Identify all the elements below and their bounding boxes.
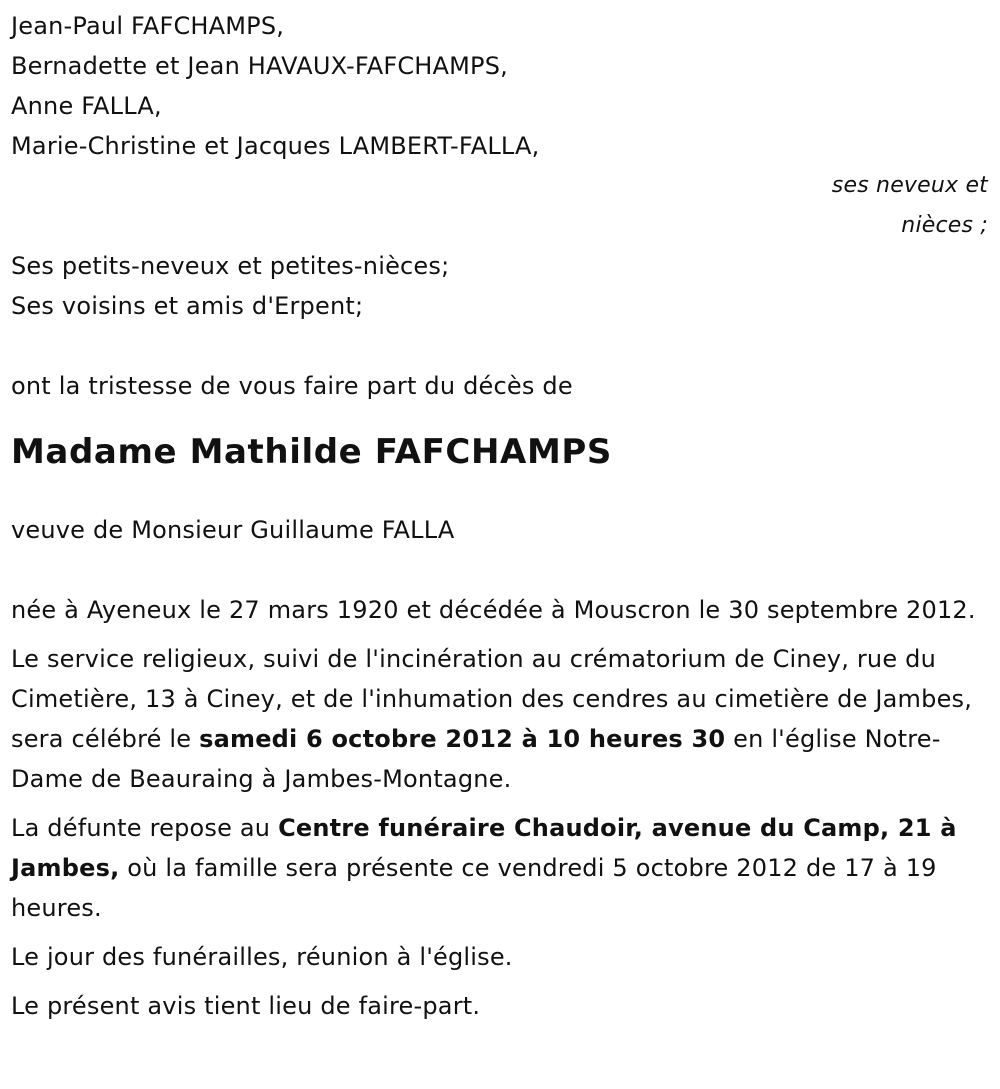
service-text-before: Le service religieux, suivi de l'incinération au crématorium de Ciney, rue du Cimetière, 13 à Ciney, et de l'inhumation des cendres au cimetière de Jambes, sera célébré le [11,645,973,753]
spacer [11,550,990,590]
spacer [11,474,990,510]
spacer [11,326,990,366]
deceased-name: Madame Mathilde FAFCHAMPS [11,432,612,472]
relation-note [11,166,990,246]
service-text-after: en l'église Notre-Dame de Beauraing à Jambes-Montagne. [11,725,941,793]
widow-of-text: veuve de Monsieur Guillaume FALLA [11,516,455,544]
rest-paragraph [11,808,990,928]
others-line-2: Ses voisins et amis d'Erpent; [11,292,364,320]
birth-death-text: née à Ayeneux le 27 mars 1920 et décédée à Mouscron le 30 septembre 2012. [11,596,976,624]
others-line-1: Ses petits-neveux et petites-nièces; [11,252,450,280]
family-line-3: Anne FALLA, [11,92,162,120]
announcement-text: ont la tristesse de vous faire part du décès de [11,372,573,400]
relation-note-line-2: nièces ; [901,213,988,238]
funeral-day-text: Le jour des funérailles, réunion à l'église. [11,943,513,971]
service-date: samedi 6 octobre 2012 à 10 heures 30 [199,725,726,753]
relation-note-line-1: ses neveux et [831,173,988,198]
rest-text-before: La défunte repose au [11,814,279,842]
family-line-4: Marie-Christine et Jacques LAMBERT-FALLA, [11,132,540,160]
family-line-1: Jean-Paul FAFCHAMPS, [11,12,285,40]
family-line-2: Bernadette et Jean HAVAUX-FAFCHAMPS, [11,52,508,80]
service-paragraph [11,639,990,799]
rest-text-after: où la famille sera présente ce vendredi 5 octobre 2012 de 17 à 19 heures. [11,854,937,922]
notice-text: Le présent avis tient lieu de faire-part. [11,992,481,1020]
funeral-home-address: Centre funéraire Chaudoir, avenue du Camp, 21 à Jambes, [11,814,957,882]
